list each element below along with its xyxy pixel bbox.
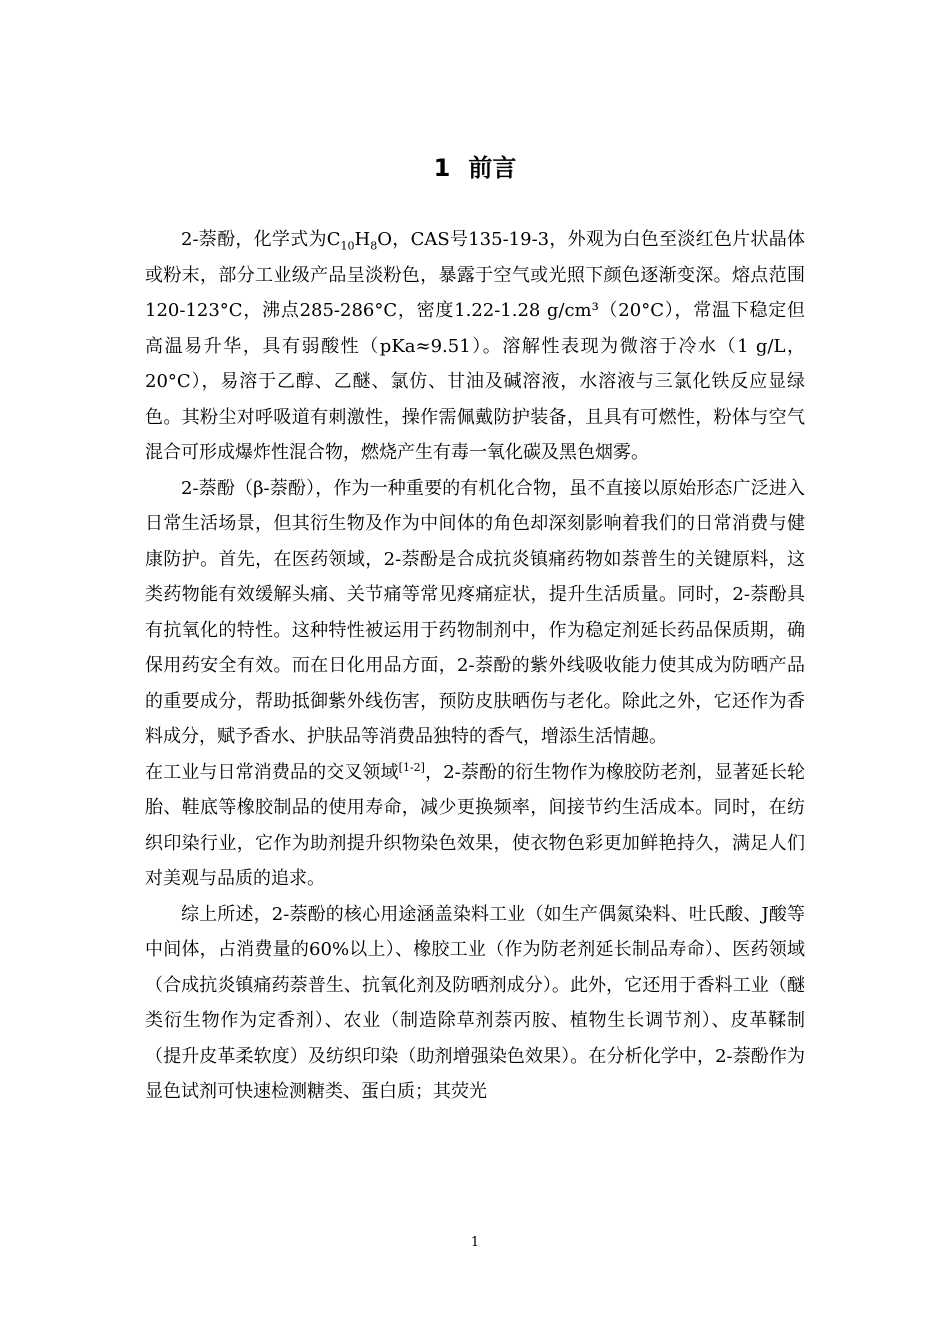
paragraph-summary: 综上所述，2-萘酚的核心用途涵盖染料工业（如生产偶氮染料、吐氏酸、J酸等中间体，占消费量的60%以上）、橡胶工业（作为防老剂延长制品寿命）、医药领域（合成抗炎镇痛药萘普生、抗氧化剂及防晒剂成分）。此外，它还用于香料工业（醚类衍生物作为定香剂）、农业（制造除草剂萘丙胺、植物生长调节剂）、皮革鞣制（提升皮革柔软度）及纺织印染（助剂增强染色效果）。在分析化学中，2-萘酚作为显色试剂可快速检测糖类、蛋白质；其荧光 [145,903,805,1102]
paragraph-industrial-use [145,755,805,897]
section-heading [0,150,950,186]
subscript-8: 8 [370,239,378,253]
citation-ref: [1-2] [398,760,425,774]
paragraph-properties [145,222,805,471]
text-run: 2-萘酚，化学式为C [181,229,341,250]
section-number: 1 [433,154,451,182]
paragraph-daily-use: 2-萘酚（β-萘酚），作为一种重要的有机化合物，虽不直接以原始形态广泛进入日常生活场景，但其衍生物及作为中间体的角色却深刻影响着我们的日常消费与健康防护。首先，在医药领域，2-萘酚是合成抗炎镇痛药物如萘普生的关键原料，这类药物能有效缓解头痛、关节痛等常见疼痛症状，提升生活质量。同时，2-萘酚具有抗氧化的特性。这种特性被运用于药物制剂中，作为稳定剂延长药品保质期，确保用药安全有效。而在日化用品方面，2-萘酚的紫外线吸收能力使其成为防晒产品的重要成分，帮助抵御紫外线伤害，预防皮肤晒伤与老化。除此之外，它还作为香料成分，赋予香水、护肤品等消费品独特的香气，增添生活情趣。 [145,477,805,747]
text-run: ，2-萘酚的衍生物作为橡胶防老剂，显著延长轮胎、鞋底等橡胶制品的使用寿命，减少更换频率，间接节约生活成本。同时，在纺织印染行业，它作为助剂提升织物染色效果，使衣物色彩更加鲜艳持久，满足人们对美观与品质的追求。 [145,761,805,889]
text-run: H [354,229,371,250]
page-number: 1 [470,1235,480,1250]
text-run: 在工业与日常消费品的交叉领域 [145,761,399,783]
subscript-10: 10 [340,239,355,253]
body-text [145,222,805,1110]
section-title: 前言 [468,154,517,182]
text-run: O，CAS号135-19-3，外观为白色至淡红色片状晶体或粉末，部分工业级产品呈淡粉色，暴露于空气或光照下颜色逐渐变深。熔点范围120-123°C，沸点285-286°C，密度1.22-1.28 g/cm³（20°C），常温下稳定但高温易升华，具有弱酸性（pKa≈9.51）。溶解性表现为微溶于冷水（1 g/L， 20°C），易溶于乙醇、乙醚、氯仿、甘油及碱溶液，水溶液与三氯化铁反应显绿色。其粉尘对呼吸道有刺激性，操作需佩戴防护装备，且具有可燃性，粉体与空气混合可形成爆炸性混合物，燃烧产生有毒一氧化碳及黑色烟雾。 [145,229,805,463]
